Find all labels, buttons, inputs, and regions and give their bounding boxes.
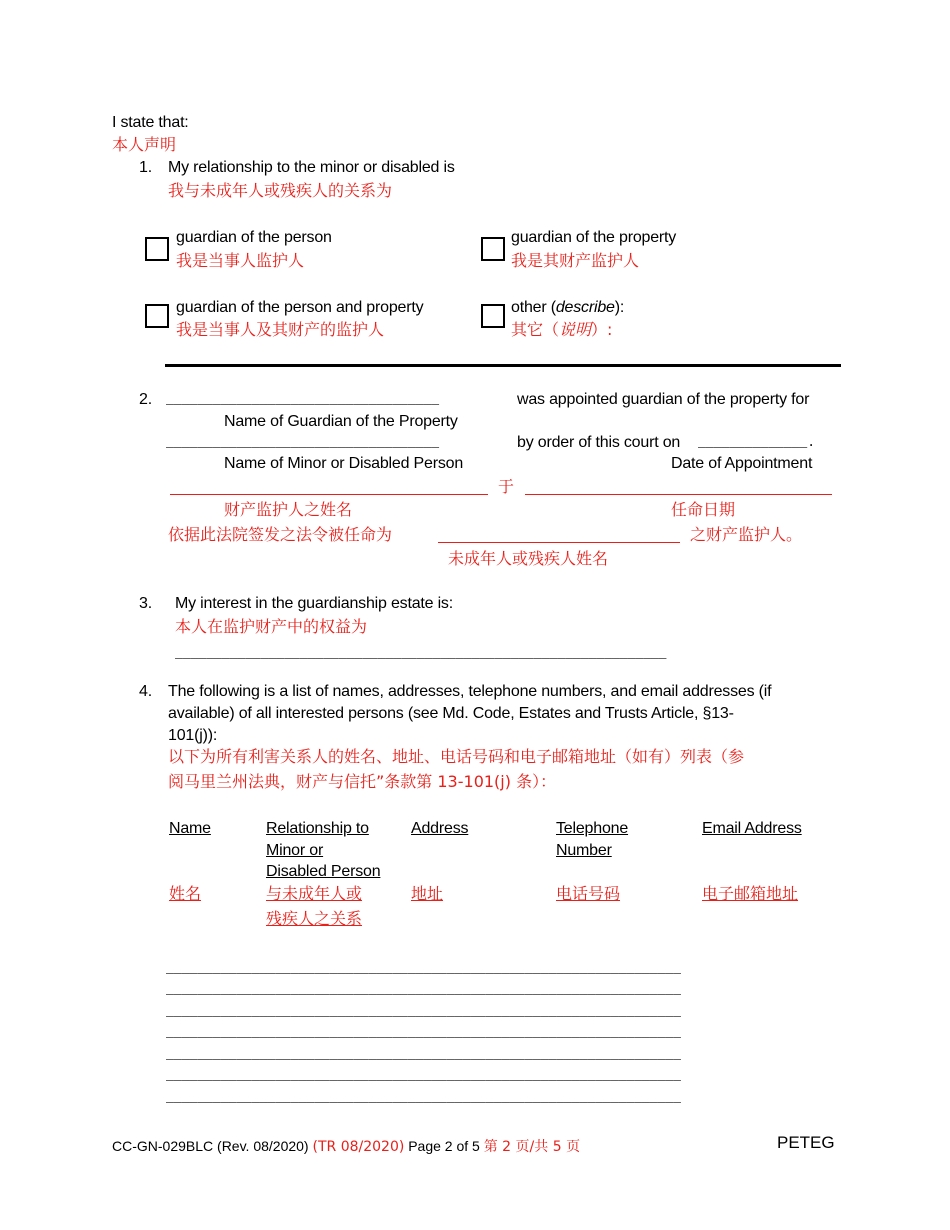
property-guardian-text-zh: 之财产监护人。 xyxy=(690,525,803,544)
header-relationship-line2: Minor or xyxy=(266,842,324,859)
item3-question: My interest in the guardianship estate is: xyxy=(175,595,453,612)
option-guardian-person-property: guardian of the person and property xyxy=(176,299,424,316)
option-other-zh: 其它（说明）: xyxy=(511,320,613,339)
item2-number: 2. xyxy=(139,391,152,408)
intro-statement: I state that: xyxy=(112,114,189,131)
appointment-date-field[interactable]: ______________. xyxy=(698,435,816,450)
footer-line xyxy=(112,1136,580,1157)
header-telephone-line1: Telephone xyxy=(556,820,629,837)
header-relationship-zh-line1: 与未成年人或 xyxy=(266,884,363,903)
header-telephone-zh: 电话号码 xyxy=(556,884,621,903)
item4-text-zh-line2: 阅马里兰州法典，财产与信托”条款第 13-101(j) 条）： xyxy=(168,772,557,791)
item4-number: 4. xyxy=(139,683,152,700)
header-name-zh: 姓名 xyxy=(169,884,202,903)
option-guardian-property-zh: 我是其财产监护人 xyxy=(511,251,640,270)
minor-name-field[interactable]: ___________________________________ xyxy=(166,435,440,450)
table-row[interactable]: __________________________________________________________________ xyxy=(166,961,681,976)
checkbox-guardian-property[interactable] xyxy=(481,237,505,261)
item1-question-zh: 我与未成年人或残疾人的关系为 xyxy=(168,181,393,200)
option-guardian-person-zh: 我是当事人监护人 xyxy=(176,251,305,270)
header-email-zh: 电子邮箱地址 xyxy=(702,884,799,903)
label-appointment-date-zh: 任命日期 xyxy=(671,500,736,519)
option-guardian-person: guardian of the person xyxy=(176,229,332,246)
label-minor-name-zh: 未成年人或残疾人姓名 xyxy=(448,549,609,568)
guardian-name-field-zh[interactable] xyxy=(170,494,488,495)
header-email: Email Address xyxy=(702,820,802,837)
item1-number: 1. xyxy=(139,159,152,176)
intro-statement-zh: 本人声明 xyxy=(112,135,177,154)
item4-text-zh-line1: 以下为所有利害关系人的姓名、地址、电话号码和电子邮箱地址（如有）列表（参 xyxy=(168,747,745,766)
table-row[interactable]: __________________________________________________________________ xyxy=(166,1047,681,1062)
header-address-zh: 地址 xyxy=(411,884,444,903)
checkbox-other[interactable] xyxy=(481,304,505,328)
label-guardian-name-zh: 财产监护人之姓名 xyxy=(224,500,353,519)
header-relationship-line3: Disabled Person xyxy=(266,863,381,880)
checkbox-guardian-person[interactable] xyxy=(145,237,169,261)
item4-text-line1: The following is a list of names, addresses, telephone numbers, and email addresses (if xyxy=(168,683,772,700)
header-name: Name xyxy=(169,820,211,837)
item1-question: My relationship to the minor or disabled is xyxy=(168,159,455,176)
header-address: Address xyxy=(411,820,469,837)
item3-question-zh: 本人在监护财产中的权益为 xyxy=(175,617,368,636)
form-id: CC-GN-029BLC (Rev. 08/2020) xyxy=(112,1138,309,1154)
form-code: PETEG xyxy=(777,1133,835,1152)
checkbox-guardian-person-property[interactable] xyxy=(145,304,169,328)
item4-text-line3: 101(j)): xyxy=(168,727,218,744)
appointment-date-field-zh[interactable] xyxy=(525,494,832,495)
option-guardian-property: guardian of the property xyxy=(511,229,677,246)
header-telephone-line2: Number xyxy=(556,842,612,859)
table-row[interactable]: __________________________________________________________________ xyxy=(166,1068,681,1083)
table-row[interactable]: __________________________________________________________________ xyxy=(166,1025,681,1040)
interest-field[interactable]: _______________________________________________________________ xyxy=(175,646,667,661)
label-guardian-name: Name of Guardian of the Property xyxy=(224,413,458,430)
zh-yu: 于 xyxy=(498,477,515,496)
table-row[interactable]: __________________________________________________________________ xyxy=(166,982,681,997)
translation-rev: (TR 08/2020) xyxy=(312,1139,405,1155)
page-number: Page 2 of 5 xyxy=(408,1138,480,1154)
table-row[interactable]: __________________________________________________________________ xyxy=(166,1004,681,1019)
appointed-text: was appointed guardian of the property for xyxy=(517,391,810,408)
label-minor-name: Name of Minor or Disabled Person xyxy=(224,455,464,472)
option-guardian-person-property-zh: 我是当事人及其财产的监护人 xyxy=(176,320,385,339)
header-relationship-line1: Relationship to xyxy=(266,820,369,837)
court-order-text-zh: 依据此法院签发之法令被任命为 xyxy=(168,525,393,544)
option-other: other (describe): xyxy=(511,299,625,316)
other-describe-line[interactable] xyxy=(165,364,841,367)
item3-number: 3. xyxy=(139,595,152,612)
page-number-zh: 第 2 页/共 5 页 xyxy=(483,1139,581,1155)
item4-text-line2: available) of all interested persons (see Md. Code, Estates and Trusts Article, §13- xyxy=(168,705,734,722)
minor-name-field-zh[interactable] xyxy=(438,542,680,543)
court-order-text: by order of this court on xyxy=(517,434,681,451)
guardian-name-field[interactable]: ___________________________________ xyxy=(166,392,440,407)
header-relationship-zh-line2: 残疾人之关系 xyxy=(266,909,363,928)
table-row[interactable]: __________________________________________________________________ xyxy=(166,1090,681,1105)
label-appointment-date: Date of Appointment xyxy=(671,455,813,472)
